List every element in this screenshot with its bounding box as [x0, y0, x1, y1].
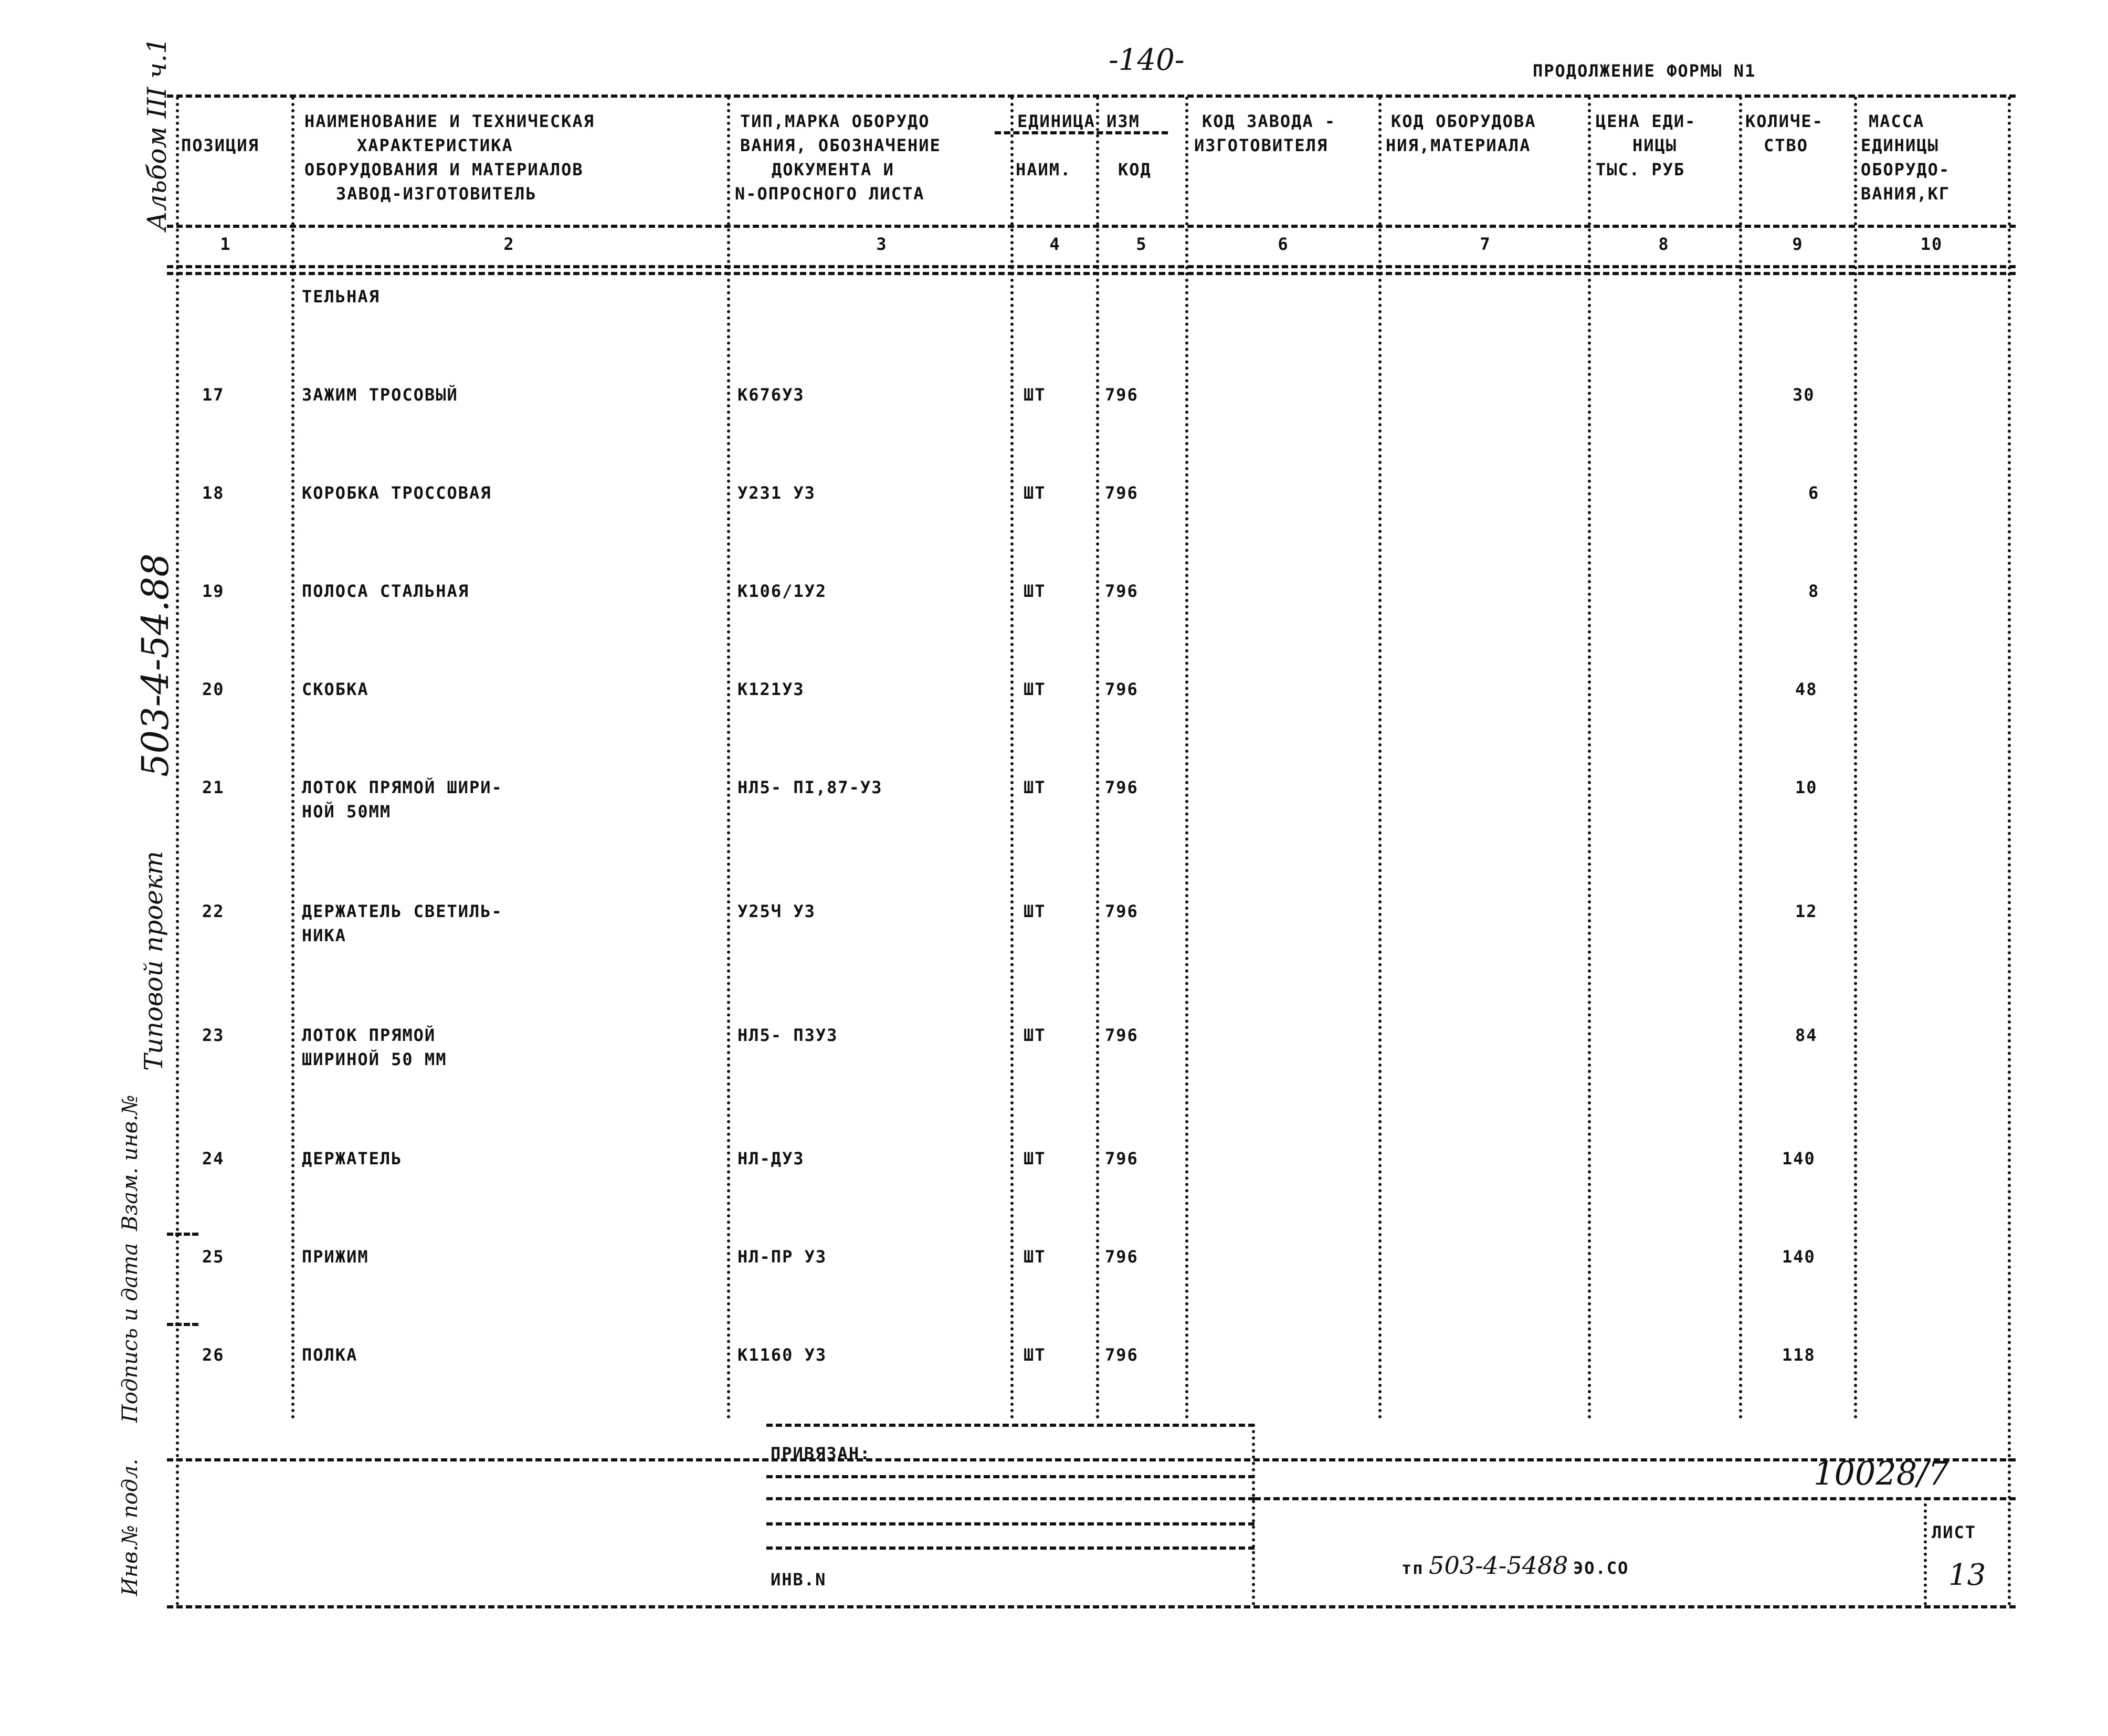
row-8-name-line1: ДЕРЖАТЕЛЬ	[302, 1149, 403, 1169]
header-col8-line2: НИЦЫ	[1632, 135, 1678, 155]
header-col2-line2: ХАРАКТЕРИСТИКА	[357, 135, 513, 155]
colnum-10: 10	[1920, 234, 1943, 254]
row-4-pos: 20	[202, 679, 225, 699]
colnum-9: 9	[1792, 234, 1804, 254]
col-line-5	[1185, 97, 1188, 1419]
row-4-type: К121У3	[737, 679, 805, 699]
row-9-pos: 25	[202, 1247, 225, 1267]
header-col3-line4: N-ОПРОСНОГО ЛИСТА	[735, 184, 925, 204]
header-col3-line3: ДОКУМЕНТА И	[772, 160, 894, 180]
header-col10-line3: ОБОРУДО-	[1861, 160, 1951, 180]
row-6-qty: 12	[1795, 901, 1818, 921]
row-3-unit: ШТ	[1024, 581, 1046, 601]
row-6-type: У25Ч У3	[737, 901, 816, 921]
row-7-type: НЛ5- П3У3	[737, 1025, 838, 1045]
colnum-1: 1	[220, 234, 231, 254]
col-line-10	[2008, 97, 2011, 1458]
stamp-doc-suffix: ЭО.СО	[1573, 1558, 1629, 1578]
continuation-title: ПРОДОЛЖЕНИЕ ФОРМЫ N1	[1533, 61, 1756, 81]
row-3-name-line1: ПОЛОСА СТАЛЬНАЯ	[302, 581, 469, 601]
header-col1: ПОЗИЦИЯ	[181, 135, 259, 155]
row-9-type: НЛ-ПР У3	[737, 1247, 827, 1267]
stamp-rule-1	[766, 1475, 1255, 1478]
row-5-name-line1: ЛОТОК ПРЯМОЙ ШИРИ-	[302, 777, 503, 797]
stamp-rule-2	[766, 1497, 1255, 1500]
row-3-type: К106/1У2	[737, 581, 827, 601]
row-1-pos: 17	[202, 385, 225, 405]
stamp-sheet-label: ЛИСТ	[1932, 1522, 1977, 1542]
stamp-order-number: 10028/7	[1814, 1454, 1949, 1492]
row-9-code: 796	[1105, 1247, 1139, 1267]
header-col10-line2: ЕДИНИЦЫ	[1861, 135, 1939, 155]
row-8-code: 796	[1105, 1149, 1139, 1169]
header-col2-line3: ОБОРУДОВАНИЯ И МАТЕРИАЛОВ	[304, 160, 584, 180]
stamp-rule-top	[766, 1424, 1255, 1427]
row-9-qty: 140	[1782, 1247, 1816, 1267]
row-3-code: 796	[1105, 581, 1139, 601]
row-2-qty: 6	[1808, 483, 1820, 503]
rule-colnum-bottom-2	[167, 272, 2016, 275]
row-4-qty: 48	[1795, 679, 1818, 699]
row-6-unit: ШТ	[1024, 901, 1046, 921]
row-5-code: 796	[1105, 777, 1139, 797]
colnum-2: 2	[503, 234, 515, 254]
rule-unit-split	[995, 131, 1168, 134]
row-6-name-line2: НИКА	[302, 925, 347, 945]
row-3-qty: 8	[1808, 581, 1820, 601]
header-col2-line4: ЗАВОД-ИЗГОТОВИТЕЛЬ	[336, 184, 537, 204]
stamp-rule-3	[766, 1522, 1255, 1525]
stamp-rule-4	[766, 1546, 1255, 1550]
header-unit-top: ЕДИНИЦА ИЗМ	[1017, 111, 1140, 131]
row-2-pos: 18	[202, 483, 225, 503]
row-7-code: 796	[1105, 1025, 1139, 1045]
col-line-9	[1854, 97, 1857, 1419]
row-7-pos: 23	[202, 1025, 225, 1045]
margin-project-code: 503-4-54.88	[134, 553, 177, 777]
col-line-6	[1378, 97, 1382, 1419]
header-col8-line3: ТЫС. РУБ	[1596, 160, 1685, 180]
header-col3-line2: ВАНИЯ, ОБОЗНАЧЕНИЕ	[740, 135, 941, 155]
row-10-pos: 26	[202, 1345, 225, 1365]
row-6-pos: 22	[202, 901, 225, 921]
col-line-2	[727, 97, 730, 1419]
stamp-doc-prefix: тп	[1401, 1558, 1424, 1578]
header-col2-line1: НАИМЕНОВАНИЕ И ТЕХНИЧЕСКАЯ	[304, 111, 595, 131]
row-7-name-line2: ШИРИНОЙ 50 ММ	[302, 1049, 447, 1069]
row-2-code: 796	[1105, 483, 1139, 503]
row-8-type: НЛ-ДУ3	[737, 1149, 805, 1169]
stamp-privyazan: ПРИВЯЗАН:	[771, 1444, 871, 1464]
stamp-doc-hand: 503-4-5488	[1429, 1551, 1568, 1580]
colnum-4: 4	[1049, 234, 1061, 254]
row-1-code: 796	[1105, 385, 1139, 405]
margin-project-type: Типовой проект	[139, 851, 168, 1071]
row-7-qty: 84	[1795, 1025, 1818, 1045]
colnum-8: 8	[1658, 234, 1670, 254]
header-col7-line2: НИЯ,МАТЕРИАЛА	[1386, 135, 1531, 155]
rule-top	[167, 94, 2016, 98]
row-10-qty: 118	[1782, 1345, 1816, 1365]
col-line-3	[1010, 97, 1014, 1419]
margin-rule-1	[167, 1233, 198, 1236]
header-col5: КОД	[1118, 160, 1152, 180]
row-5-pos: 21	[202, 777, 225, 797]
row-7-name-line1: ЛОТОК ПРЯМОЙ	[302, 1025, 436, 1045]
header-col8-line1: ЦЕНА ЕДИ-	[1596, 111, 1696, 131]
row-0-name-line1: ТЕЛЬНАЯ	[302, 287, 380, 307]
margin-cell-signature: Подпись и дата	[118, 1243, 142, 1423]
row-10-type: К1160 У3	[737, 1345, 827, 1365]
col-line-1	[291, 97, 294, 1419]
stamp-col-left	[176, 1458, 179, 1605]
row-1-qty: 30	[1793, 385, 1815, 405]
margin-cell-inv: Инв.№ подл.	[118, 1458, 142, 1596]
row-9-unit: ШТ	[1024, 1247, 1046, 1267]
header-col9-line1: КОЛИЧЕ-	[1745, 111, 1824, 131]
row-1-type: К676У3	[737, 385, 805, 405]
margin-album: Альбом III ч.1	[142, 37, 172, 231]
colnum-7: 7	[1480, 234, 1491, 254]
rule-page-bottom	[167, 1605, 2016, 1608]
row-2-name-line1: КОРОБКА ТРОССОВАЯ	[302, 483, 492, 503]
row-8-unit: ШТ	[1024, 1149, 1046, 1169]
stamp-col-edge	[2008, 1458, 2011, 1605]
row-6-name-line1: ДЕРЖАТЕЛЬ СВЕТИЛЬ-	[302, 901, 503, 921]
row-2-type: У231 У3	[737, 483, 816, 503]
row-5-qty: 10	[1795, 777, 1818, 797]
margin-rule-2	[167, 1323, 198, 1326]
row-4-code: 796	[1105, 679, 1139, 699]
row-3-pos: 19	[202, 581, 225, 601]
stamp-sheet-number: 13	[1948, 1558, 1986, 1592]
stamp-col-right	[1252, 1424, 1255, 1605]
row-1-name-line1: ЗАЖИМ ТРОСОВЫЙ	[302, 385, 458, 405]
col-line-8	[1739, 97, 1742, 1419]
row-5-unit: ШТ	[1024, 777, 1046, 797]
header-col7-line1: КОД ОБОРУДОВА	[1391, 111, 1536, 131]
header-col6-line1: КОД ЗАВОДА -	[1202, 111, 1336, 131]
margin-cell-replace: Взам. инв.№	[118, 1095, 142, 1231]
header-col6-line2: ИЗГОТОВИТЕЛЯ	[1194, 135, 1329, 155]
row-5-name-line2: НОЙ 50ММ	[302, 802, 392, 822]
row-10-name-line1: ПОЛКА	[302, 1345, 358, 1365]
row-7-unit: ШТ	[1024, 1025, 1046, 1045]
row-1-unit: ШТ	[1024, 385, 1046, 405]
stamp-doc-code	[1401, 1551, 1629, 1580]
colnum-3: 3	[876, 234, 888, 254]
header-col10-line1: МАССА	[1869, 111, 1925, 131]
row-8-qty: 140	[1782, 1149, 1816, 1169]
page-number: -140-	[1109, 43, 1185, 77]
stamp-rule-right	[1255, 1497, 2016, 1500]
col-line-7	[1588, 97, 1591, 1419]
col-line-4	[1096, 97, 1099, 1419]
row-10-code: 796	[1105, 1345, 1139, 1365]
row-6-code: 796	[1105, 901, 1139, 921]
header-col3-line1: ТИП,МАРКА ОБОРУДО	[740, 111, 930, 131]
header-col4: НАИМ.	[1016, 160, 1072, 180]
colnum-6: 6	[1278, 234, 1289, 254]
row-5-type: НЛ5- ПI,87-У3	[737, 777, 883, 797]
row-10-unit: ШТ	[1024, 1345, 1046, 1365]
stamp-col-sheet	[1924, 1497, 1927, 1605]
colnum-5: 5	[1136, 234, 1147, 254]
row-4-unit: ШТ	[1024, 679, 1046, 699]
row-4-name-line1: СКОБКА	[302, 679, 369, 699]
rule-colnum-bottom	[167, 265, 2016, 268]
col-line-0	[176, 97, 179, 1458]
row-8-pos: 24	[202, 1149, 225, 1169]
header-col9-line2: СТВО	[1764, 135, 1809, 155]
rule-bottom	[167, 1458, 2016, 1461]
rule-header-bottom	[167, 225, 2016, 228]
row-2-unit: ШТ	[1024, 483, 1046, 503]
stamp-inv: ИНВ.N	[771, 1570, 827, 1590]
header-col10-line4: ВАНИЯ,КГ	[1861, 184, 1951, 204]
row-9-name-line1: ПРИЖИМ	[302, 1247, 369, 1267]
